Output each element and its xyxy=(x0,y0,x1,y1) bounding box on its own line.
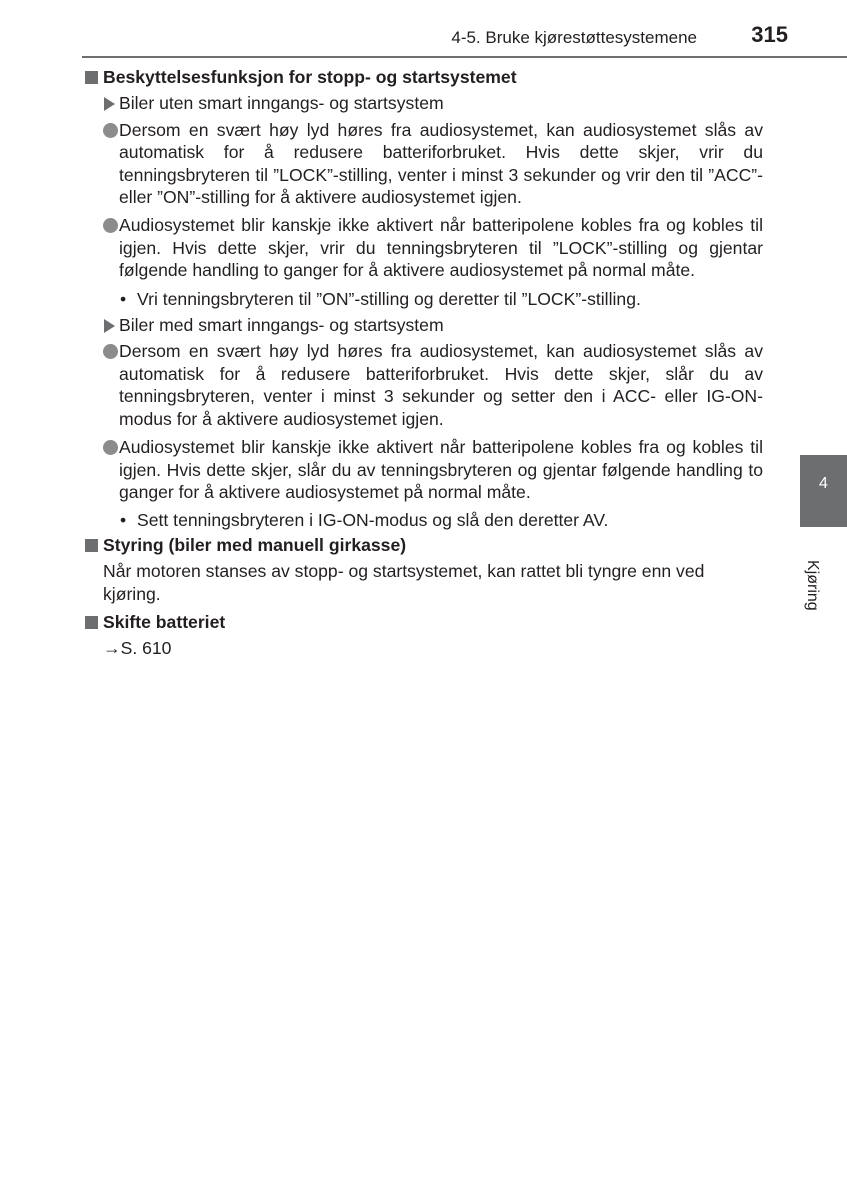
square-bullet-icon xyxy=(85,71,98,84)
circle-bullet-icon xyxy=(103,344,118,359)
chapter-tab xyxy=(800,455,847,527)
heading-text: Skifte batteriet xyxy=(103,611,226,632)
section-heading xyxy=(85,611,763,633)
circle-bullet-icon xyxy=(103,440,118,455)
page-reference: →S. 610 xyxy=(103,638,172,659)
circle-bullet-icon xyxy=(103,123,118,138)
triangle-bullet-icon xyxy=(104,97,115,111)
heading-text: Styring (biler med manuell girkasse) xyxy=(103,534,407,555)
chapter-number: 4 xyxy=(819,475,828,492)
square-bullet-icon xyxy=(85,616,98,629)
item-text: Audiosystemet blir kanskje ikke aktivert når batteripolene kobles fra og kobles til igjen. Hvis dette skjer, slår du av tenningsbryteren og gjentar følgende handling to ganger for å aktivere audiosystemet på normal måte. xyxy=(119,437,763,502)
bullet-text: Sett tenningsbryteren i IG-ON-modus og slå den deretter AV. xyxy=(137,510,609,531)
bullet-dot-icon: • xyxy=(120,288,127,309)
item-text: Audiosystemet blir kanskje ikke aktivert når batteripolene kobles fra og kobles til igjen. Hvis dette skjer, vrir du tenningsbryteren til ”LOCK”-stilling og gjentar følgende handling to ganger for å aktivere audiosystemet på normal måte. xyxy=(119,215,763,281)
bullet-item xyxy=(85,509,763,531)
subsection-title xyxy=(85,314,763,336)
square-bullet-icon xyxy=(85,539,98,552)
triangle-bullet-icon xyxy=(104,319,115,333)
item-text: Dersom en svært høy lyd høres fra audiosystemet, kan audiosystemet slås av automatisk for å redusere batteriforbruket. Hvis dette skjer, vrir du tenningsbryteren til ”LOCK”-stilling, venter i minst 3 sekunder og vrir den til ”ACC”- eller ”ON”-stilling for å aktivere audiosystemet igjen. xyxy=(119,119,763,208)
paragraph: Når motoren stanses av stopp- og startsystemet, kan rattet bli tyngre enn ved kjøring. xyxy=(103,561,705,604)
list-item xyxy=(85,340,763,430)
section-heading xyxy=(85,534,763,556)
page-header xyxy=(82,20,792,56)
heading-text: Beskyttelsesfunksjon for stopp- og startsystemet xyxy=(103,67,517,87)
bullet-text: Vri tenningsbryteren til ”ON”-stilling og deretter til ”LOCK”-stilling. xyxy=(137,288,641,309)
page-content xyxy=(85,64,763,660)
section-heading xyxy=(85,66,763,88)
chapter-label: Kjøring xyxy=(804,560,821,611)
item-text: Dersom en svært høy lyd høres fra audiosystemet, kan audiosystemet slås av automatisk for å redusere batteriforbruket. Hvis dette skjer, slår du av tenningsbryteren, venter i minst 3 sekunder og setter den i ACC- eller IG-ON-modus for å aktivere audiosystemet igjen. xyxy=(119,341,763,429)
circle-bullet-icon xyxy=(103,218,118,233)
subsection-title xyxy=(85,92,763,114)
list-item xyxy=(85,119,763,209)
header-rule xyxy=(82,56,847,58)
bullet-item xyxy=(85,288,763,310)
section-title: 4-5. Bruke kjørestøttesystemene xyxy=(451,28,697,47)
bullet-dot-icon: • xyxy=(120,510,127,531)
subsection-text: Biler uten smart inngangs- og startsystem xyxy=(119,93,444,114)
page-number: 315 xyxy=(751,22,788,47)
list-item xyxy=(85,214,763,281)
list-item xyxy=(85,436,763,503)
subsection-text: Biler med smart inngangs- og startsystem xyxy=(119,315,444,336)
